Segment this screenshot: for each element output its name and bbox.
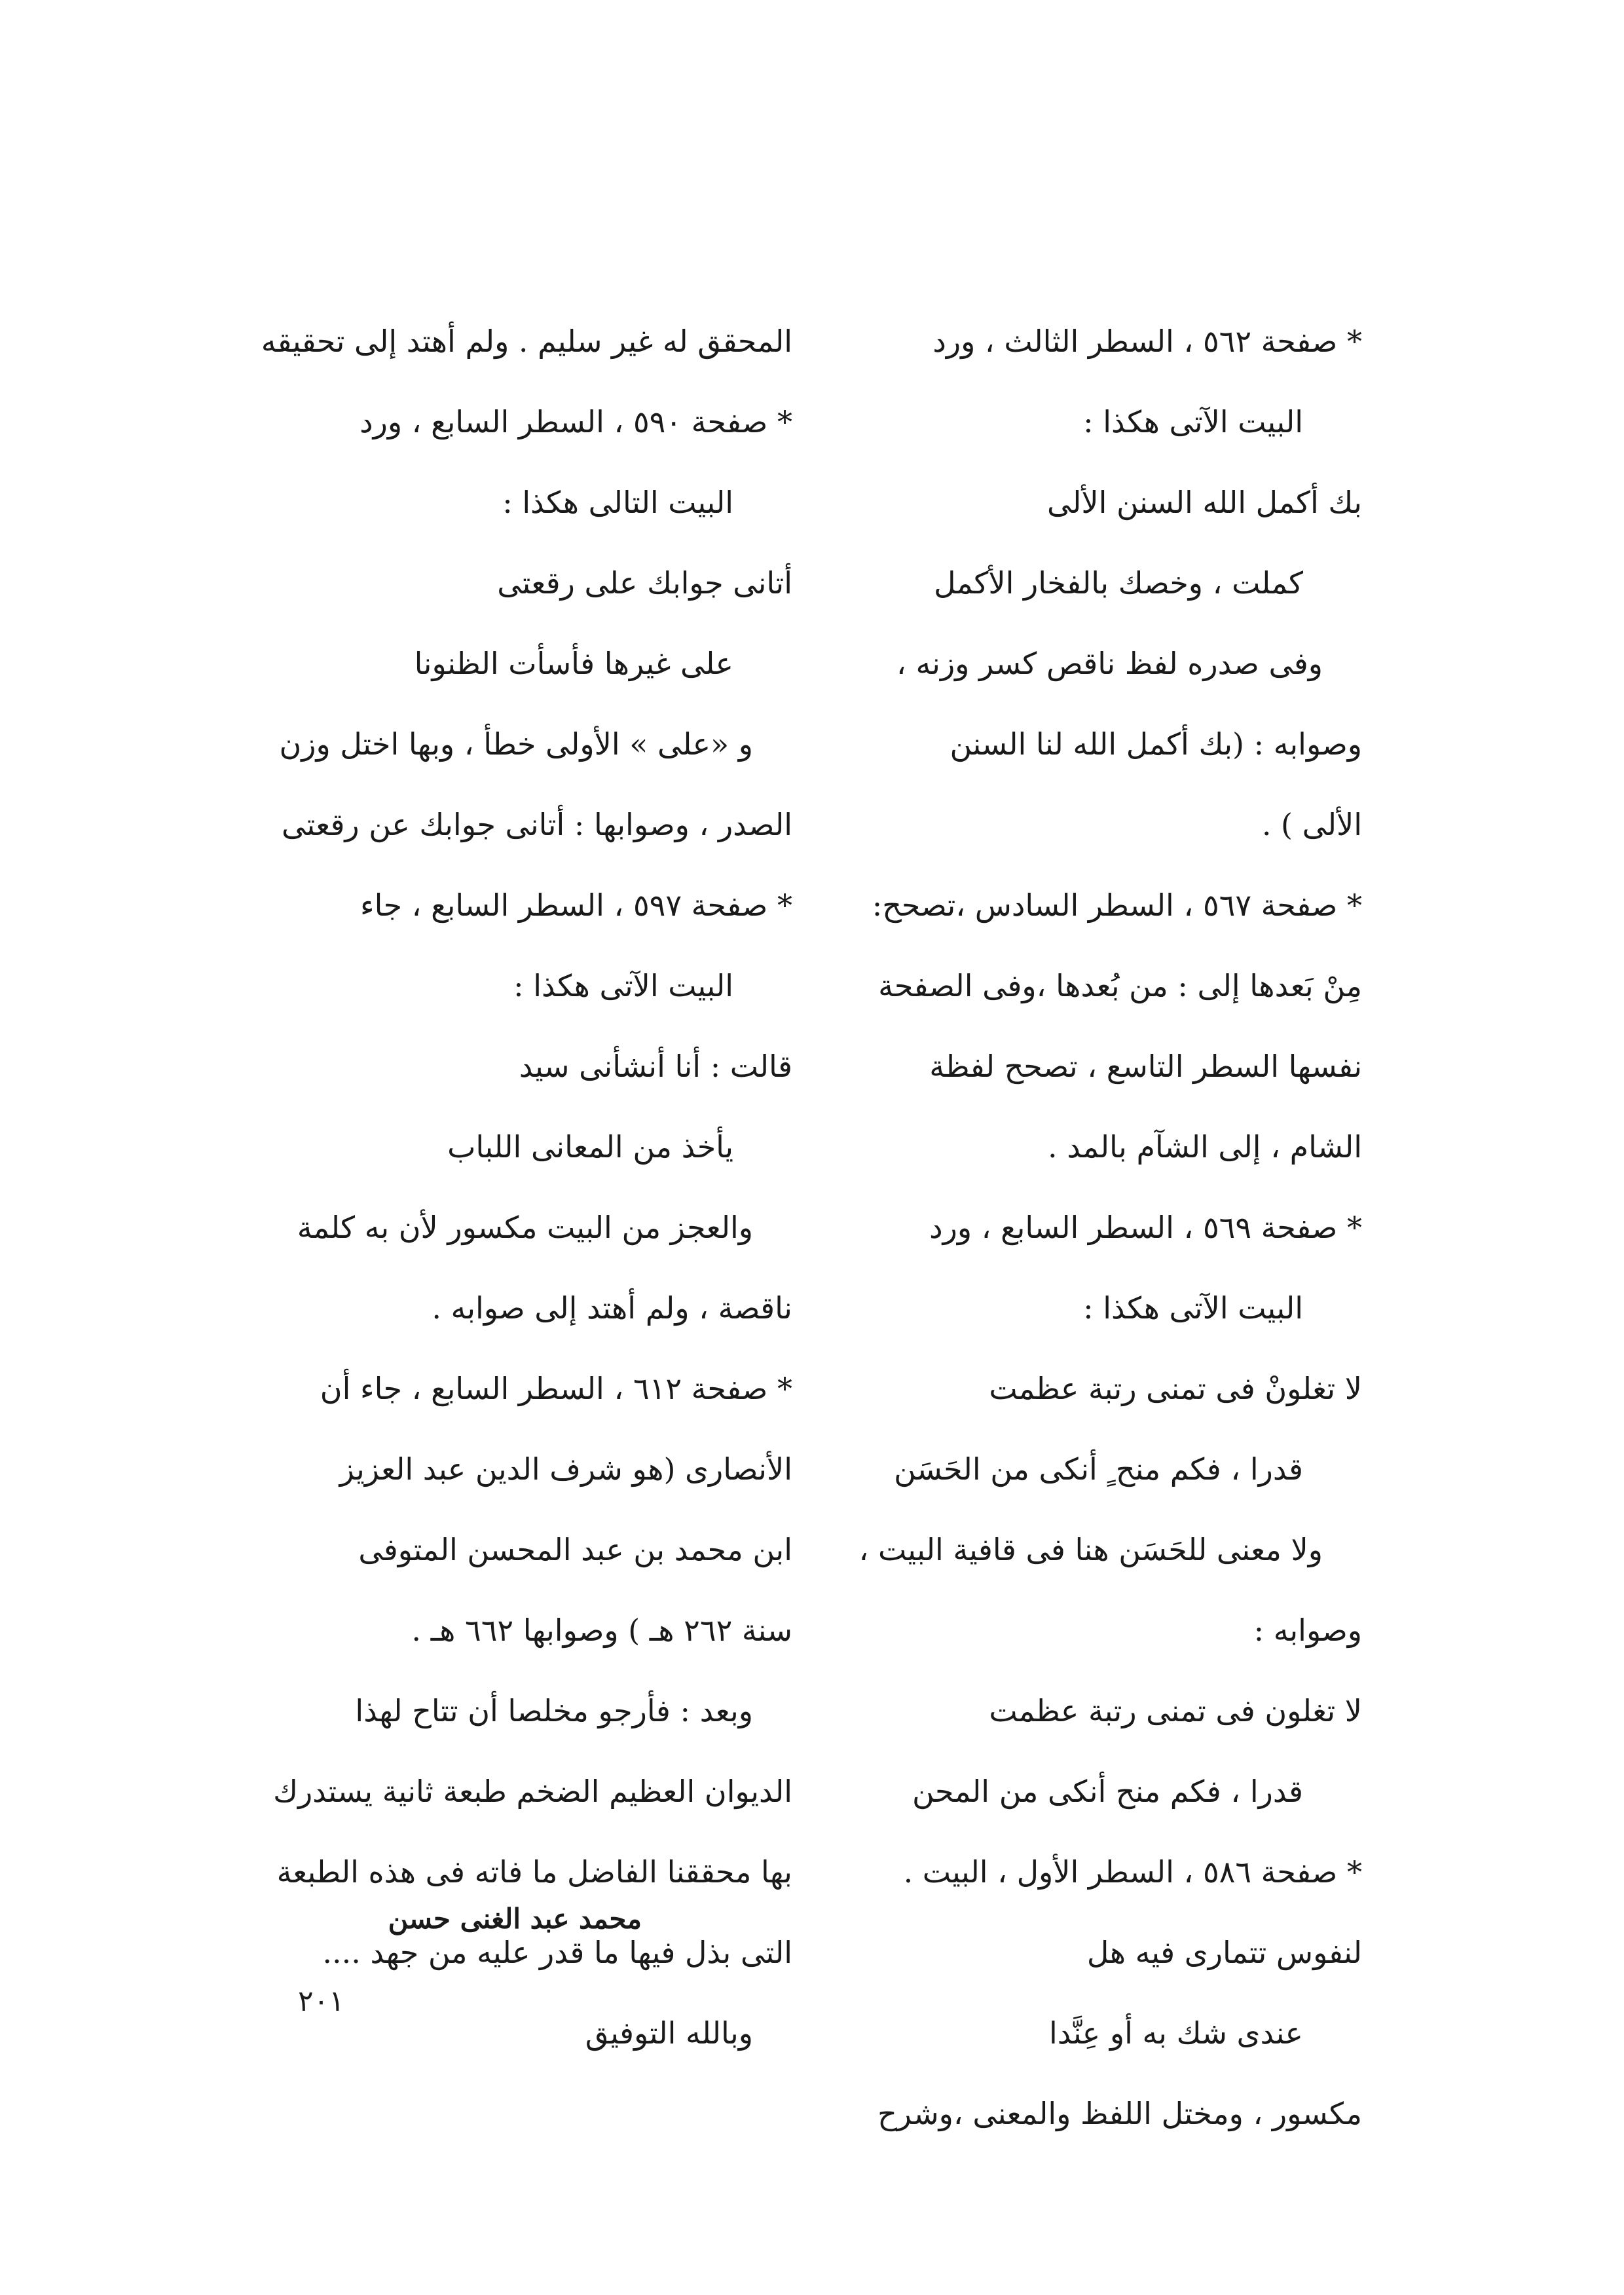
- text-line: * صفحة ٥٨٦ ، السطر الأول ، البيت .: [903, 1854, 1362, 1890]
- text-line: ناقصة ، ولم أهتد إلى صوابه .: [432, 1290, 792, 1326]
- text-line: و «على » الأولى خطأ ، وبها اختل وزن: [279, 726, 753, 762]
- text-line: الألى ) .: [1261, 807, 1362, 842]
- text-line: وصوابه : (بك أكمل الله لنا السنن: [950, 726, 1362, 762]
- text-line: وفى صدره لفظ ناقص كسر وزنه ،: [896, 646, 1323, 681]
- text-line: البيت التالى هكذا :: [502, 485, 733, 520]
- verse-line: أتانى جوابك على رقعتى: [497, 565, 792, 601]
- text-line: مكسور ، ومختل اللفظ والمعنى ،وشرح: [877, 2096, 1362, 2131]
- text-line: التى بذل فيها ما قدر عليه من جهد ....: [322, 1935, 792, 1970]
- text-line: المحقق له غير سليم . ولم أهتد إلى تحقيقه: [261, 324, 792, 359]
- text-line: سنة ٢٦٢ هـ ) وصوابها ٦٦٢ هـ .: [411, 1613, 792, 1648]
- text-line: وصوابه :: [1253, 1613, 1362, 1648]
- text-line: ابن محمد بن عبد المحسن المتوفى: [358, 1532, 792, 1567]
- text-line: البيت الآتى هكذا :: [1083, 1290, 1303, 1326]
- left-column: [249, 301, 792, 2074]
- verse-line: قدرا ، فكم منح ٍ أنكى من الحَسَن: [894, 1451, 1303, 1487]
- text-line: ولا معنى للحَسَن هنا فى قافية البيت ،: [858, 1532, 1323, 1567]
- text-line: مِنْ بَعدها إلى : من بُعدها ،وفى الصفحة: [878, 968, 1362, 1003]
- text-line: * صفحة ٥٩٠ ، السطر السابع ، ورد: [360, 404, 792, 439]
- text-line: * صفحة ٦١٢ ، السطر السابع ، جاء أن: [320, 1371, 792, 1406]
- author-signature: محمد عبد الغنى حسن: [388, 1903, 642, 1935]
- verse-line: لنفوس تتمارى فيه هل: [1086, 1935, 1362, 1970]
- page-number: ٢٠١: [298, 1985, 344, 2018]
- text-line: * صفحة ٥٩٧ ، السطر السابع ، جاء: [360, 887, 792, 923]
- text-line: نفسها السطر التاسع ، تصحح لفظة: [929, 1049, 1362, 1084]
- verse-line: على غيرها فأسأت الظنونا: [414, 646, 733, 681]
- text-line: بها محققنا الفاضل ما فاته فى هذه الطبعة: [276, 1854, 792, 1890]
- text-line: وبعد : فأرجو مخلصا أن تتاح لهذا: [355, 1693, 753, 1728]
- text-line: الديوان العظيم الضخم طبعة ثانية يستدرك: [273, 1774, 792, 1809]
- verse-line: قالت : أنا أنشأنى سيد: [519, 1049, 792, 1084]
- verse-line: لا تغلون فى تمنى رتبة عظمت: [989, 1693, 1362, 1728]
- verse-line: يأخذ من المعانى اللباب: [447, 1129, 733, 1165]
- right-column: [799, 301, 1362, 2154]
- text-line: وبالله التوفيق: [585, 2015, 753, 2051]
- text-line: الأنصارى (هو شرف الدين عبد العزيز: [339, 1451, 792, 1487]
- text-line: البيت الآتى هكذا :: [1083, 404, 1303, 439]
- text-line: والعجز من البيت مكسور لأن به كلمة: [297, 1210, 753, 1245]
- text-line: الشام ، إلى الشآم بالمد .: [1048, 1129, 1362, 1165]
- text-line: * صفحة ٥٦٧ ، السطر السادس ،تصحح:: [872, 887, 1362, 923]
- verse-line: بك أكمل الله السنن الألى: [1047, 485, 1362, 520]
- text-line: * صفحة ٥٦٩ ، السطر السابع ، ورد: [929, 1210, 1362, 1245]
- verse-line: عندى شك به أو عِنَّدا: [1049, 2015, 1303, 2051]
- verse-line: لا تغلونْ فى تمنى رتبة عظمت: [989, 1371, 1362, 1406]
- text-line: البيت الآتى هكذا :: [513, 968, 733, 1003]
- text-line: الصدر ، وصوابها : أتانى جوابك عن رقعتى: [282, 807, 792, 842]
- verse-line: قدرا ، فكم منح أنكى من المحن: [912, 1774, 1303, 1809]
- verse-line: كملت ، وخصك بالفخار الأكمل: [934, 565, 1303, 601]
- text-line: * صفحة ٥٦٢ ، السطر الثالث ، ورد: [932, 324, 1362, 359]
